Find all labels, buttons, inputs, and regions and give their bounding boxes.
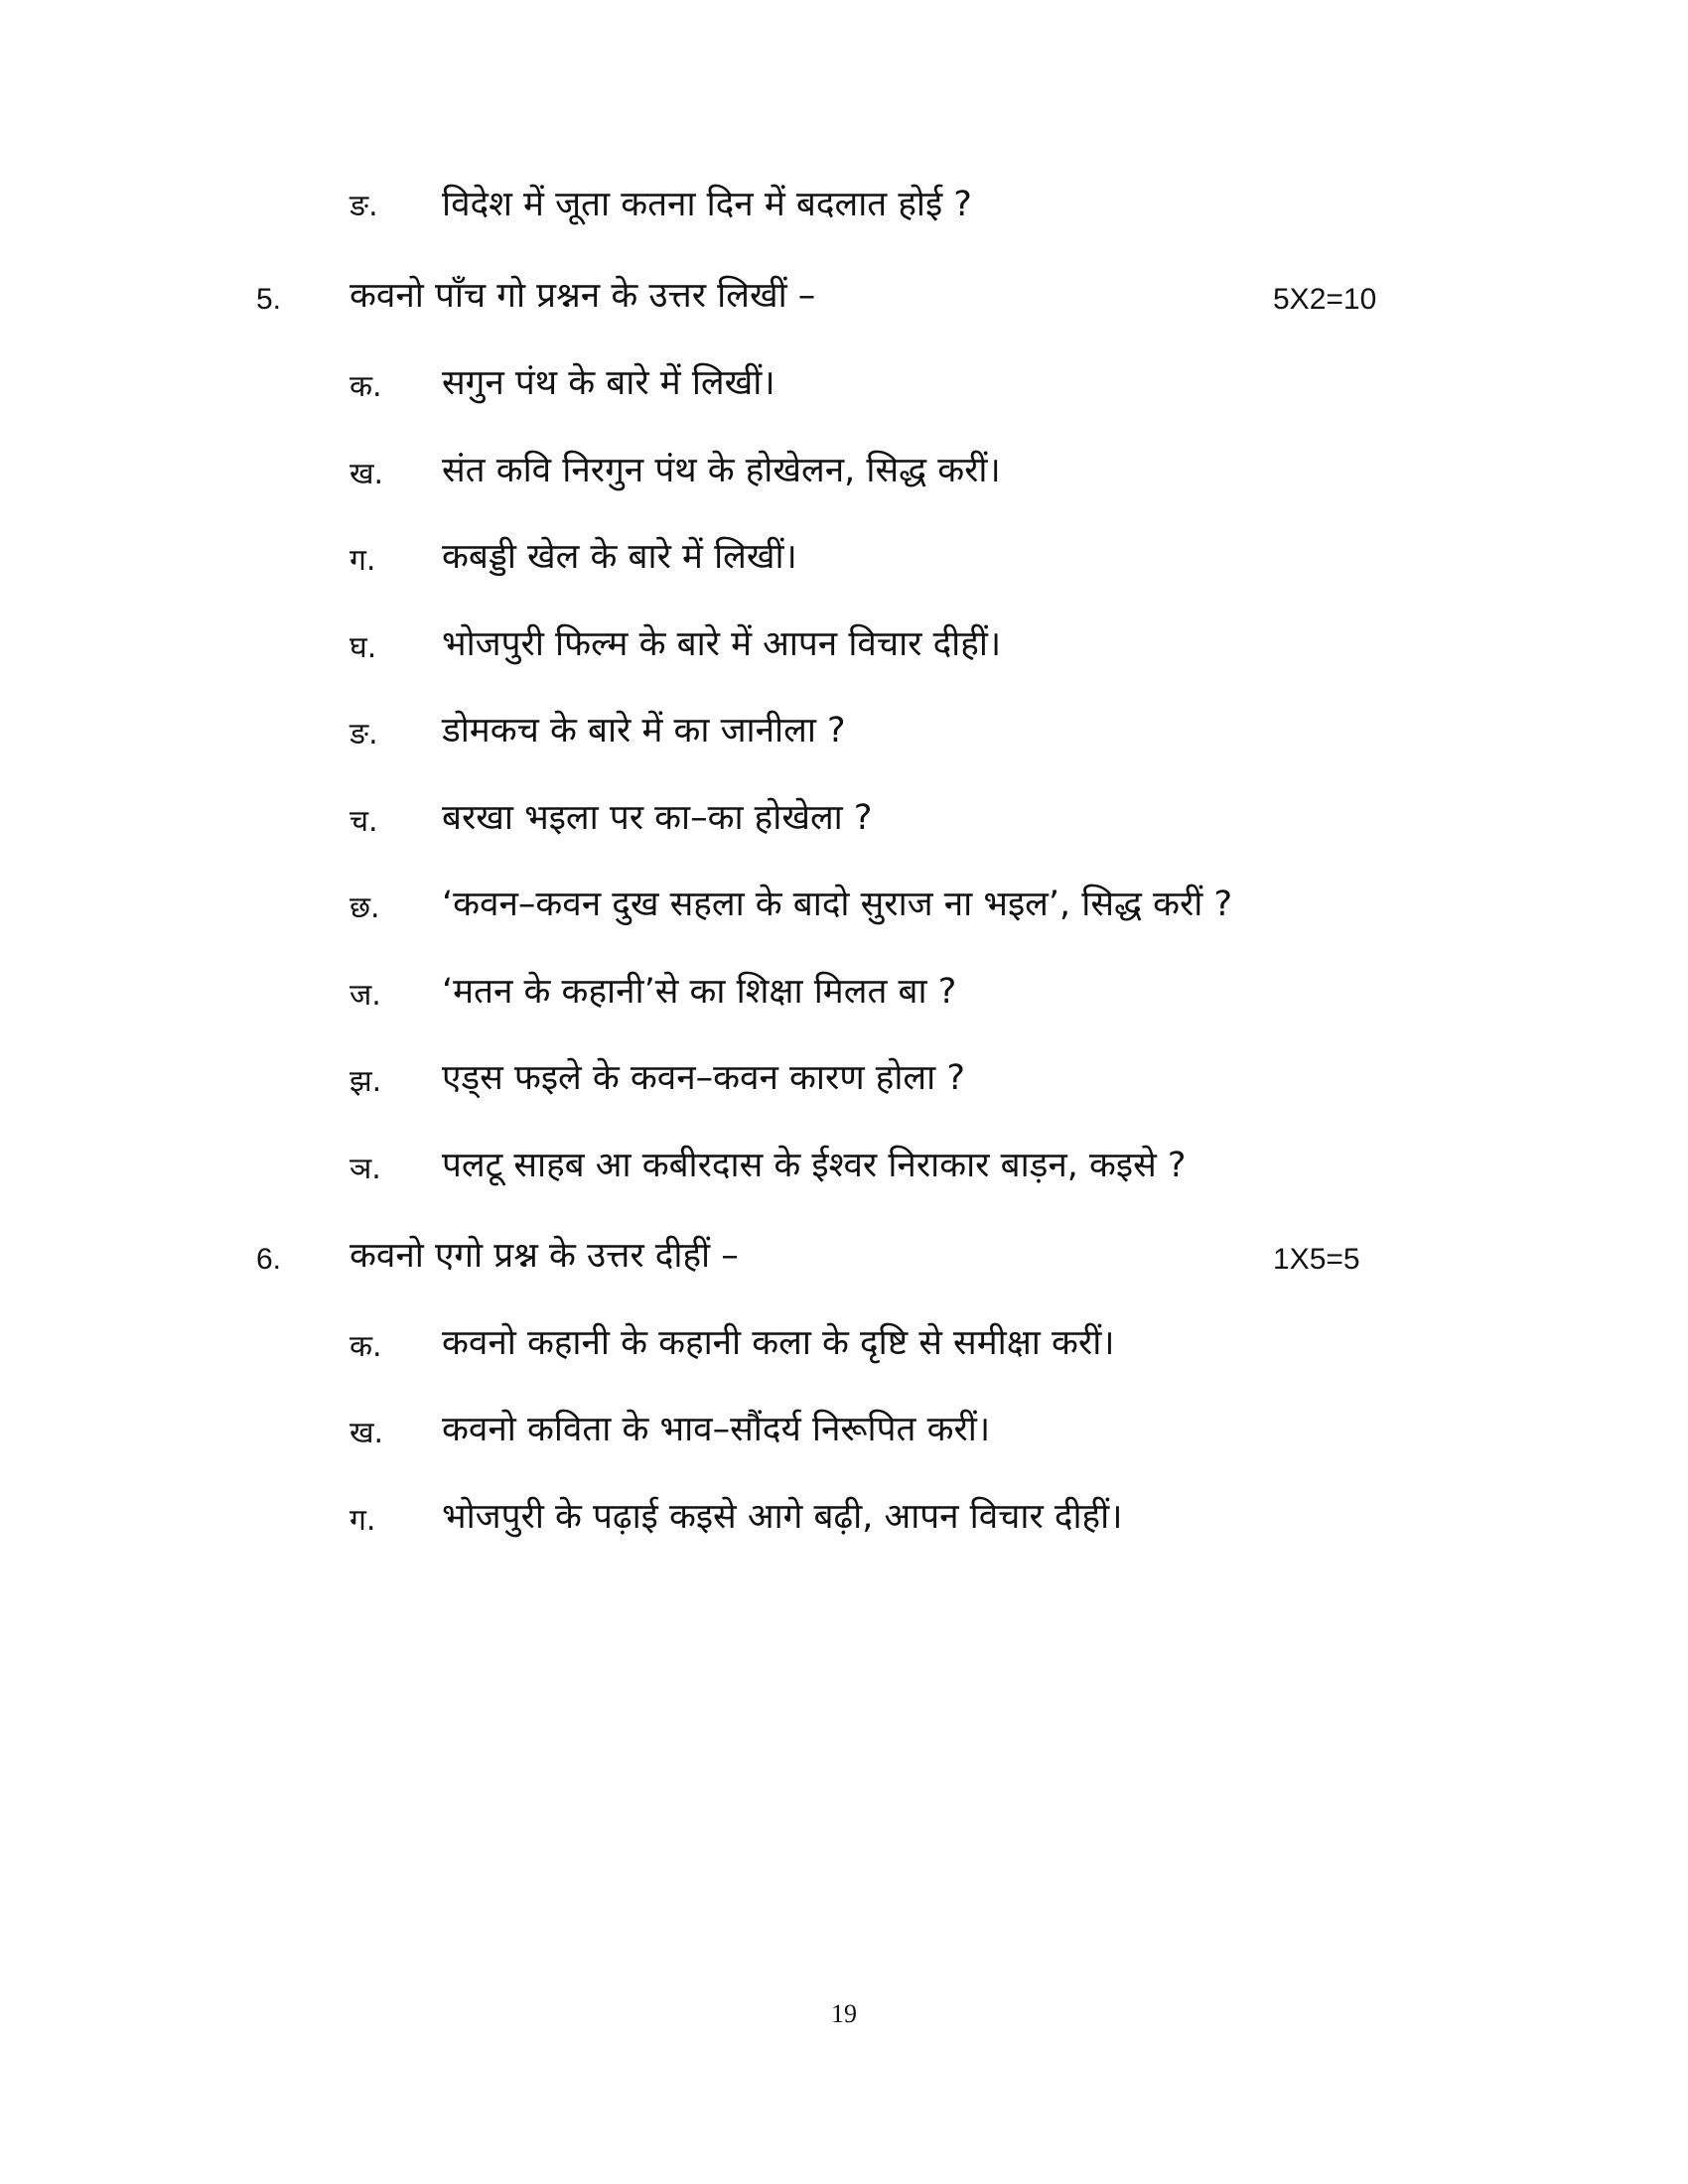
item-text: ‘मतन के कहानी’से का शिक्षा मिलत बा ?	[442, 972, 957, 1012]
question-number: 5.	[256, 283, 282, 316]
question-heading: कवनो एगो प्रश्न के उत्तर दीहीं –	[350, 1236, 739, 1276]
item-label: ख.	[350, 457, 384, 491]
question-marks: 5X2=10	[1273, 283, 1377, 316]
item-text: कबड्डी खेल के बारे में लिखीं।	[442, 537, 797, 577]
item-text: बरखा भइला पर का–का होखेला ?	[442, 798, 873, 838]
item-text: डोमकच के बारे में का जानीला ?	[442, 711, 846, 751]
item-text: कवनो कविता के भाव–सौंदर्य निरूपित करीं।	[442, 1410, 991, 1449]
item-label: ग.	[350, 1503, 376, 1538]
item-label: छ.	[350, 890, 380, 925]
item-label: क.	[350, 369, 382, 404]
item-label: ङ.	[350, 189, 378, 223]
item-text: पलटू साहब आ कबीरदास के ईश्वर निराकार बाड़न, कइसे ?	[442, 1146, 1187, 1185]
item-text: विदेश में जूता कतना दिन में बदलात होई ?	[442, 185, 972, 224]
item-text: भोजपुरी के पढ़ाई कइसे आगे बढ़ी, आपन विचार दीहीं।	[442, 1497, 1123, 1537]
question-number: 6.	[256, 1243, 282, 1276]
item-text: कवनो कहानी के कहानी कला के दृष्टि से समीक्षा करीं।	[442, 1323, 1115, 1363]
item-label: झ.	[350, 1064, 382, 1099]
item-text: एड्स फइले के कवन–कवन कारण होला ?	[442, 1058, 965, 1098]
item-label: ङ.	[350, 717, 378, 751]
item-label: ञ.	[350, 1152, 381, 1186]
item-text: ‘कवन–कवन दुख सहला के बादो सुराज ना भइल’, सिद्ध करीं ?	[442, 885, 1233, 924]
item-label: क.	[350, 1329, 382, 1364]
item-text: सगुन पंथ के बारे में लिखीं।	[442, 363, 775, 403]
item-label: च.	[350, 804, 378, 839]
question-heading: कवनो पाँच गो प्रश्नन के उत्तर लिखीं –	[350, 276, 816, 316]
item-label: घ.	[350, 630, 377, 665]
item-text: संत कवि निरगुन पंथ के होखेलन, सिद्ध करीं।	[442, 451, 1001, 490]
item-text: भोजपुरी फिल्म के बारे में आपन विचार दीहीं।	[442, 624, 1002, 664]
item-label: ज.	[350, 978, 381, 1013]
item-label: ग.	[350, 543, 376, 578]
question-marks: 1X5=5	[1273, 1243, 1360, 1276]
item-label: ख.	[350, 1416, 384, 1450]
page-number: 19	[831, 1999, 857, 2028]
